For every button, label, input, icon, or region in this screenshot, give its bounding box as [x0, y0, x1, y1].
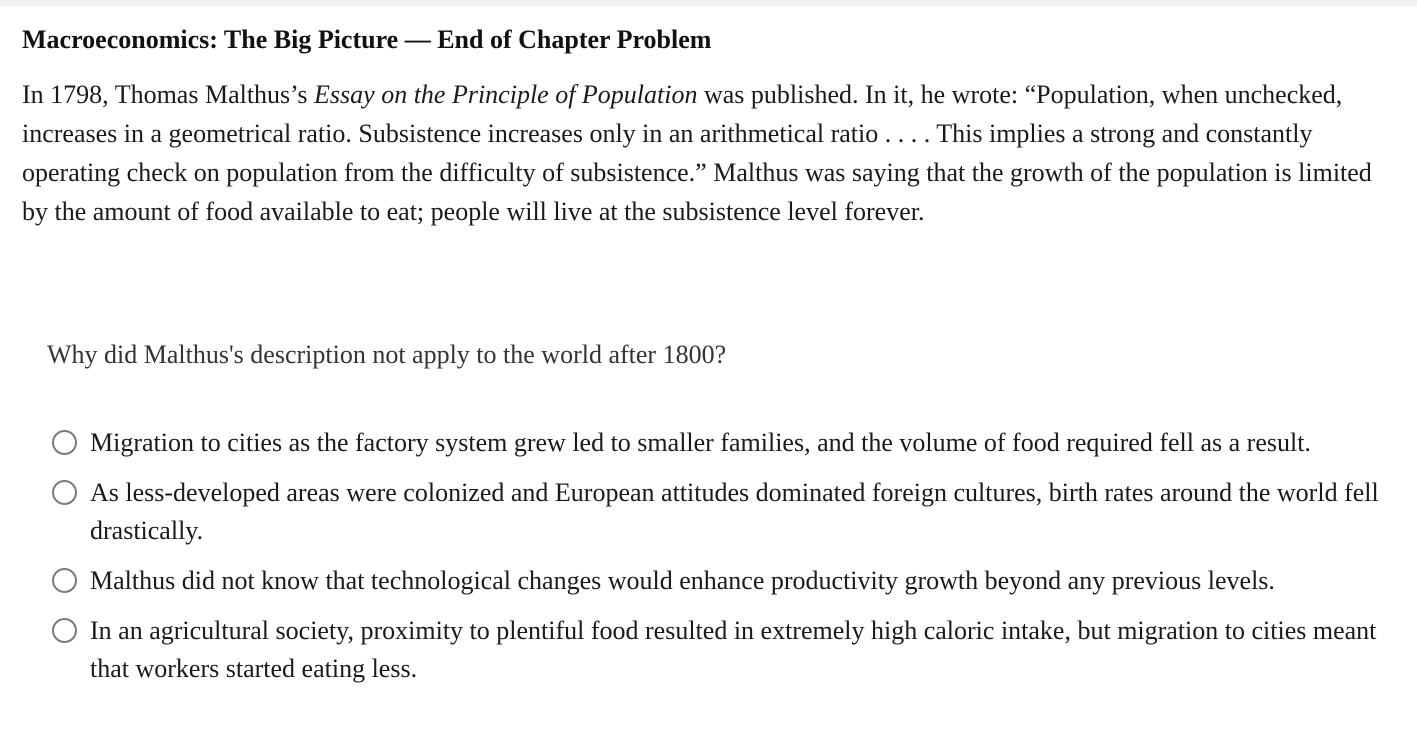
answer-option[interactable]: [52, 562, 1397, 600]
problem-content: [22, 24, 1402, 231]
answer-option[interactable]: [52, 424, 1397, 462]
answer-option-label[interactable]: As less-developed areas were colonized and European attitudes dominated foreign cultures, birth rates around the world fell drastically.: [90, 478, 1379, 545]
radio-button[interactable]: [52, 568, 77, 593]
passage-text-part2: was published. In it, he wrote: “Population, when unchecked, increases in a geometrical ratio. Subsistence increases only in an arithmetical ratio . . . . This implies a strong and constantly operating check on population from the difficulty of subsistence.” Malthus was saying that the growth of the population is limited by the amount of food available to eat; people will live at the subsistence level forever.: [22, 80, 1372, 226]
problem-passage: [22, 75, 1402, 231]
top-strip: [0, 0, 1417, 6]
question-prompt: Why did Malthus's description not apply to the world after 1800?: [47, 340, 727, 369]
answer-options: [52, 424, 1397, 700]
problem-heading: Macroeconomics: The Big Picture — End of Chapter Problem: [22, 25, 712, 54]
answer-option-label[interactable]: In an agricultural society, proximity to plentiful food resulted in extremely high caloric intake, but migration to cities meant that workers started eating less.: [90, 616, 1377, 683]
answer-option[interactable]: [52, 612, 1397, 688]
radio-button[interactable]: [52, 618, 77, 643]
answer-option-label[interactable]: Malthus did not know that technological changes would enhance productivity growth beyond any previous levels.: [90, 566, 1275, 595]
passage-text-part1: In 1798, Thomas Malthus’s: [22, 80, 315, 109]
radio-button[interactable]: [52, 480, 77, 505]
answer-option[interactable]: [52, 474, 1397, 550]
passage-book-title: Essay on the Principle of Population: [314, 80, 698, 109]
answer-option-label[interactable]: Migration to cities as the factory system grew led to smaller families, and the volume of food required fell as a result.: [90, 428, 1311, 457]
radio-button[interactable]: [52, 430, 77, 455]
